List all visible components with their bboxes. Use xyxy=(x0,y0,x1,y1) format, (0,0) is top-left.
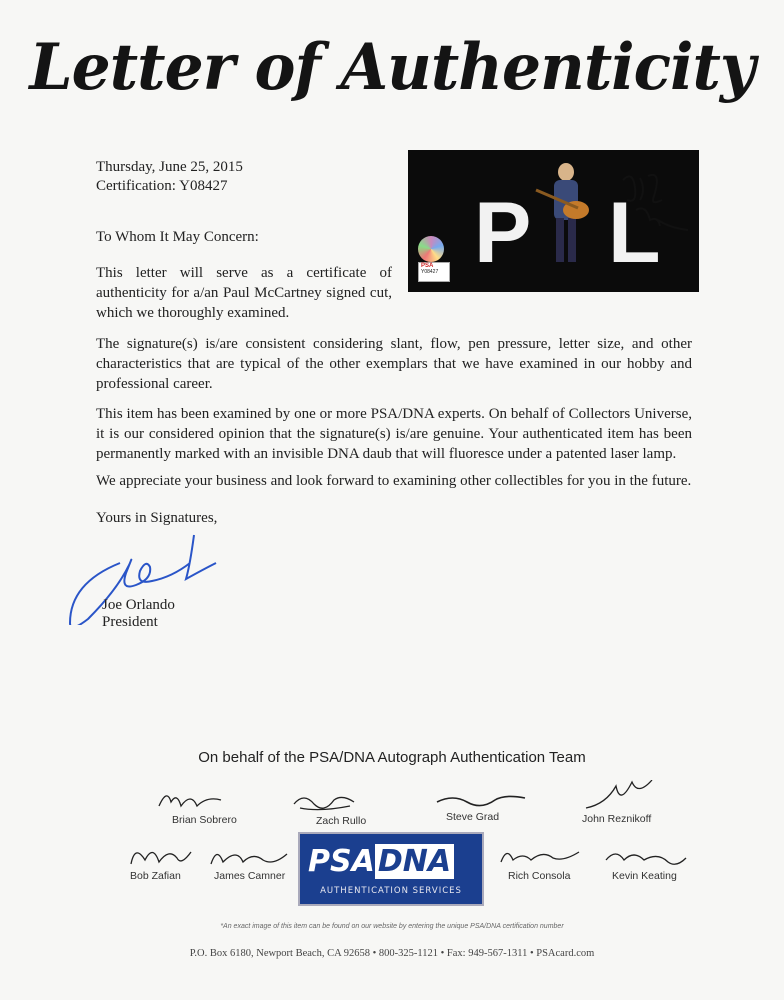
paragraph-4: We appreciate your business and look forward to examining other collectibles for you in the future. xyxy=(96,473,692,489)
team-member-8: Kevin Keating xyxy=(612,870,677,882)
paragraph-3: This item has been examined by one or more PSA/DNA experts. On behalf of Collectors Universe, it is our considered opinion that the signature(s) is/are genuine. Your authenticated item has been permanently marked with an invisible DNA daub that will fluoresce under a patented laser lamp. xyxy=(96,406,692,462)
team-member-7: Rich Consola xyxy=(508,870,571,882)
paragraph-2: The signature(s) is/are consistent considering slant, flow, pen pressure, letter size, and other characteristics that are typical of the other exemplars that we have examined in our hobby and professional career. xyxy=(96,336,692,392)
cert-label-sticker: PSA Y08427 xyxy=(418,262,450,282)
letter-date: Thursday, June 25, 2015 xyxy=(96,159,243,175)
team-member-4: John Reznikoff xyxy=(582,813,652,825)
signer-role: President xyxy=(102,614,158,630)
team-member-2: Zach Rullo xyxy=(316,815,367,827)
closing: Yours in Signatures, xyxy=(96,510,218,526)
consola-signature xyxy=(495,842,585,868)
team-heading: On behalf of the PSA/DNA Autograph Authentication Team xyxy=(198,749,586,766)
letter-title: Letter of Authenticity xyxy=(29,30,755,105)
zafian-signature xyxy=(125,840,195,870)
footer-note: *An exact image of this item can be found on our website by entering the unique PSA/DNA certification number xyxy=(220,923,564,930)
item-photo xyxy=(408,150,699,292)
psa-dna-logo xyxy=(298,832,484,906)
sobrero-signature xyxy=(155,786,225,812)
footer-address: P.O. Box 6180, Newport Beach, CA 92658 • 800-325-1121 • Fax: 949-567-1311 • PSAcard.com xyxy=(189,948,595,959)
camner-signature xyxy=(205,842,295,870)
team-member-6: James Camner xyxy=(214,870,286,882)
keating-signature xyxy=(600,842,690,868)
signer-name: Joe Orlando xyxy=(102,597,175,613)
grad-signature xyxy=(433,792,533,812)
certification-number: Certification: Y08427 xyxy=(96,178,228,194)
photo-letter-p: P xyxy=(474,185,532,281)
salutation: To Whom It May Concern: xyxy=(96,229,259,245)
team-member-5: Bob Zafian xyxy=(130,870,181,882)
paragraph-1: This letter will serve as a certificate of authenticity for a/an Paul McCartney signed cut, which we thoroughly examined. xyxy=(96,265,392,321)
authentication-services-label: AUTHENTICATION SERVICES xyxy=(320,886,462,896)
rullo-signature xyxy=(290,790,360,814)
photo-letter-l: L xyxy=(608,185,661,281)
team-member-1: Brian Sobrero xyxy=(172,814,237,826)
team-member-3: Steve Grad xyxy=(446,811,500,823)
psa-dna-wordmark: PSA DNA xyxy=(308,844,454,879)
photo-autograph xyxy=(408,150,699,292)
reznikoff-signature xyxy=(580,780,660,814)
hologram-sticker xyxy=(418,236,444,262)
